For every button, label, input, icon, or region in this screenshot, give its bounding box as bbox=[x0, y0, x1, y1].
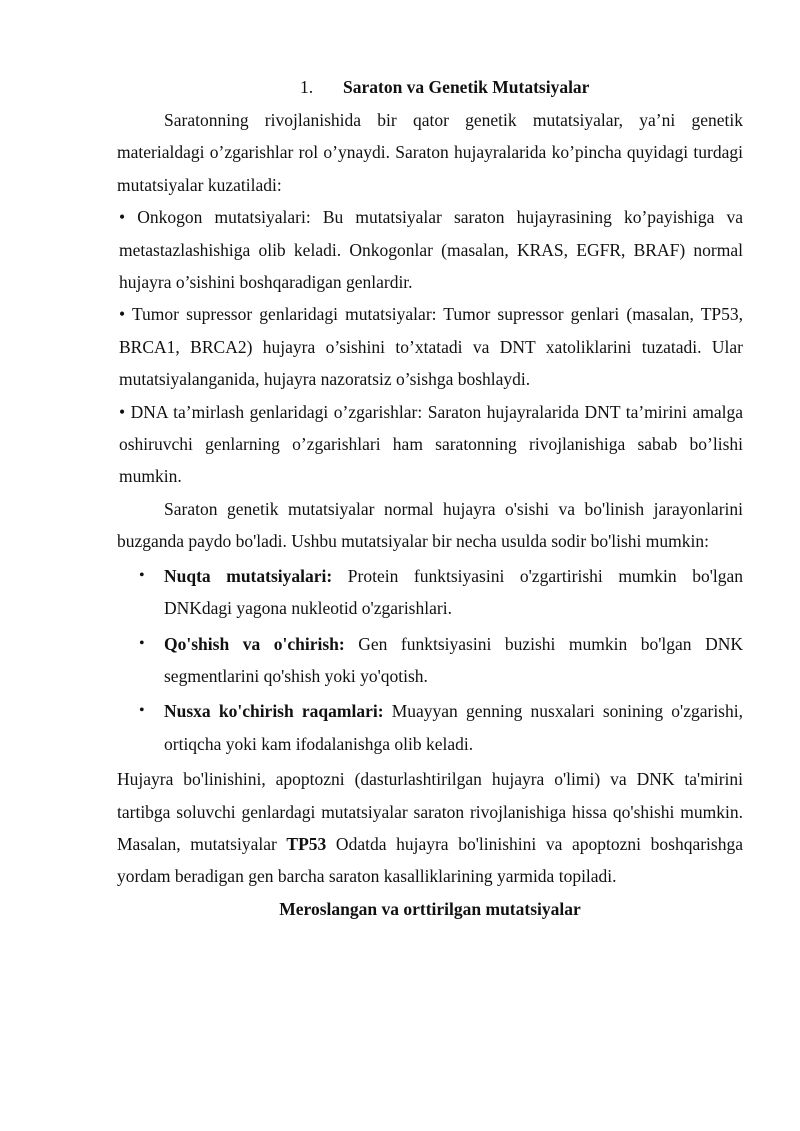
mutations-paragraph: Saraton genetik mutatsiyalar normal hujayra o'sishi va bo'linish jarayonlarini buzganda paydo bo'ladi. Ushbu mutatsiyalar bir necha usulda sodir bo'lishi mumkin: bbox=[117, 498, 743, 552]
section-number: 1. bbox=[300, 77, 314, 97]
list-item-term: Nuqta mutatsiyalari: bbox=[164, 565, 333, 586]
list-item-term: Nusxa ko'chirish raqamlari: bbox=[164, 701, 384, 722]
document-page bbox=[117, 70, 743, 925]
list-item-term: Qo'shish va o'chirish: bbox=[164, 633, 345, 654]
list-item-dna-repair bbox=[117, 396, 743, 493]
paragraph-text: Odatda hujayra bo'linishini va apoptozni boshqarishga yordam beradigan gen barcha saraton kasalliklarining yarmida topiladi. bbox=[117, 833, 743, 887]
bullet-glyph: • bbox=[119, 207, 126, 228]
list-item-point-mutations bbox=[117, 560, 743, 625]
list-item-oncogene bbox=[117, 201, 743, 298]
list-item-text: Protein funktsiyasini o'zgartirishi mumkin bo'lgan DNKdagi yagona nukleotid o'zgarishlari. bbox=[164, 565, 744, 619]
bullet-glyph: • bbox=[119, 401, 126, 422]
list-item-insertion-deletion bbox=[117, 628, 743, 693]
list-item-copy-number bbox=[117, 695, 743, 760]
section-heading bbox=[117, 70, 743, 104]
section-title: Saraton va Genetik Mutatsiyalar bbox=[343, 77, 590, 97]
list-item-text: Muayyan genning nusxalari sonining o'zgarishi, ortiqcha yoki kam ifodalanishga olib keladi. bbox=[164, 701, 743, 754]
bullet-glyph: • bbox=[139, 634, 145, 652]
gene-name: TP53 bbox=[286, 833, 327, 854]
list-item-tumor-suppressor bbox=[117, 298, 743, 395]
tp53-paragraph bbox=[117, 763, 743, 893]
intro-paragraph: Saratonning rivojlanishida bir qator genetik mutatsiyalar, ya’ni genetik materialdagi o’zgarishlar rol o’ynaydi. Saraton hujayralarida ko’pincha quyidagi turdagi mutatsiyalar kuzatiladi: bbox=[117, 110, 743, 195]
paragraph-text: Hujayra bo'linishini, apoptozni (dasturlashtirilgan hujayra o'limi) va DNK ta'mirini tartibga soluvchi genlardagi mutatsiyalar saraton rivojlanishiga hissa qo'shishi mumkin. Masalan, mutatsiyalar bbox=[117, 769, 743, 854]
list-item-text: Onkogon mutatsiyalari: Bu mutatsiyalar saraton hujayrasining ko’payishiga va metastazlashishiga olib keladi. Onkogonlar (masalan, KRAS, EGFR, BRAF) normal hujayra o’sishini boshqaradigan genlardir. bbox=[119, 207, 743, 293]
subsection-heading: Meroslangan va orttirilgan mutatsiyalar bbox=[279, 898, 581, 919]
bullet-glyph: • bbox=[139, 566, 145, 584]
bullet-glyph: • bbox=[139, 702, 145, 720]
list-item-text: DNA ta’mirlash genlaridagi o’zgarishlar: Saraton hujayralarida DNT ta’mirini amalga oshiruvchi genlarning o’zgarishlari ham saratonning rivojlanishiga sabab bo’lishi mumkin. bbox=[119, 401, 743, 487]
list-item-text: Tumor supressor genlaridagi mutatsiyalar: Tumor supressor genlari (masalan, TP53, BRCA1, BRCA2) hujayra o’sishini to’xtatadi va DNT xatoliklarini tuzatadi. Ular mutatsiyalanganida, hujayra nazoratsiz o’sishga boshlaydi. bbox=[119, 304, 744, 390]
bullet-glyph: • bbox=[119, 304, 126, 325]
mutation-types-list bbox=[117, 560, 743, 760]
list-item-text: Gen funktsiyasini buzishi mumkin bo'lgan DNK segmentlarini qo'shish yoki yo'qotish. bbox=[164, 633, 743, 686]
